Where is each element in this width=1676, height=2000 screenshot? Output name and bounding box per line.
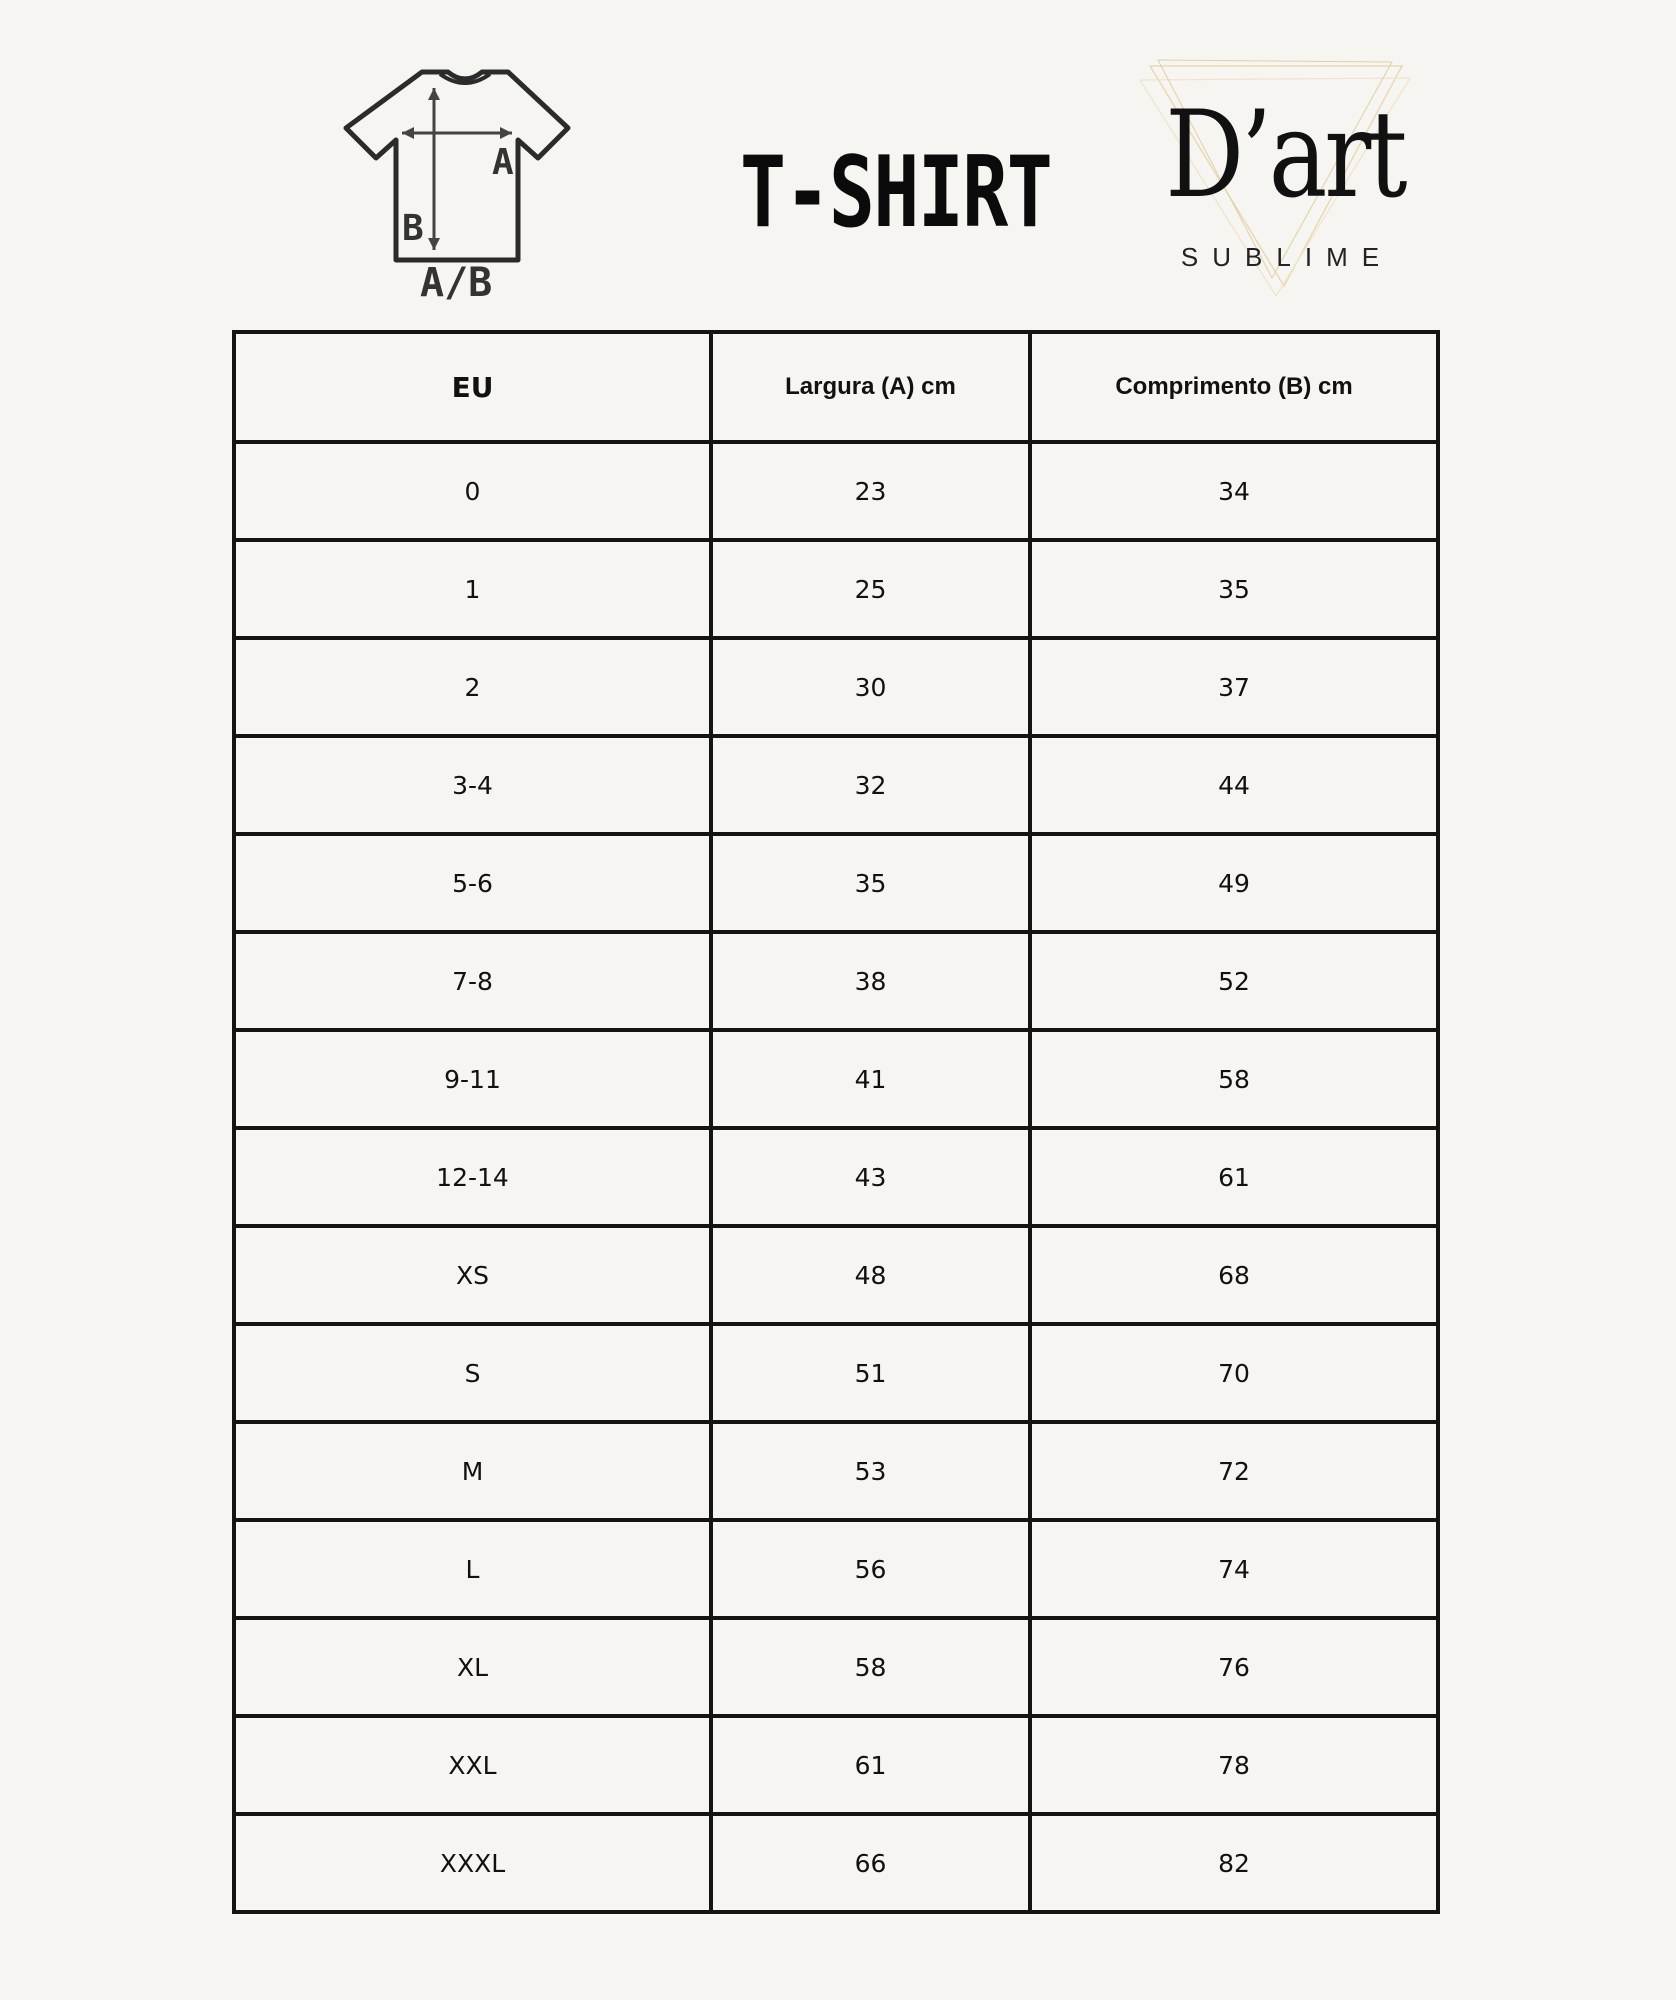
size-table: [232, 330, 1440, 1914]
table-row: [234, 1520, 1438, 1618]
cell-eu: 1: [234, 540, 711, 638]
table-row: [234, 1618, 1438, 1716]
cell-length: 49: [1030, 834, 1438, 932]
table-row: [234, 932, 1438, 1030]
cell-width: 53: [711, 1422, 1030, 1520]
table-row: [234, 442, 1438, 540]
cell-eu: XL: [234, 1618, 711, 1716]
cell-length: 82: [1030, 1814, 1438, 1912]
table-row: [234, 1128, 1438, 1226]
cell-eu: M: [234, 1422, 711, 1520]
table-row: [234, 736, 1438, 834]
cell-length: 68: [1030, 1226, 1438, 1324]
logo-subtitle: SUBLIME: [1180, 242, 1394, 272]
cell-eu: S: [234, 1324, 711, 1422]
cell-length: 58: [1030, 1030, 1438, 1128]
diagram-label-b: B: [402, 208, 424, 249]
logo-wordmark: D’art: [1165, 86, 1405, 225]
cell-width: 43: [711, 1128, 1030, 1226]
cell-width: 38: [711, 932, 1030, 1030]
cell-length: 37: [1030, 638, 1438, 736]
header: [0, 0, 1676, 320]
table-row: [234, 1226, 1438, 1324]
table-row: [234, 638, 1438, 736]
cell-width: 30: [711, 638, 1030, 736]
tshirt-measure-icon: [340, 60, 590, 310]
table-row: [234, 834, 1438, 932]
cell-length: 70: [1030, 1324, 1438, 1422]
cell-width: 56: [711, 1520, 1030, 1618]
cell-width: 51: [711, 1324, 1030, 1422]
cell-eu: XXXL: [234, 1814, 711, 1912]
table-row: [234, 1422, 1438, 1520]
cell-eu: XXL: [234, 1716, 711, 1814]
table-row: [234, 1814, 1438, 1912]
cell-width: 48: [711, 1226, 1030, 1324]
cell-eu: L: [234, 1520, 711, 1618]
cell-eu: 12-14: [234, 1128, 711, 1226]
cell-length: 44: [1030, 736, 1438, 834]
cell-width: 61: [711, 1716, 1030, 1814]
diagram-label-ab: A/B: [420, 260, 493, 306]
page-title: T-SHIRT: [740, 136, 1052, 250]
cell-length: 76: [1030, 1618, 1438, 1716]
cell-width: 41: [711, 1030, 1030, 1128]
cell-length: 52: [1030, 932, 1438, 1030]
cell-width: 35: [711, 834, 1030, 932]
cell-eu: 5-6: [234, 834, 711, 932]
brand-logo: [1140, 58, 1420, 298]
cell-width: 23: [711, 442, 1030, 540]
cell-eu: 0: [234, 442, 711, 540]
cell-eu: 2: [234, 638, 711, 736]
cell-length: 34: [1030, 442, 1438, 540]
table-row: [234, 1716, 1438, 1814]
cell-eu: XS: [234, 1226, 711, 1324]
cell-length: 35: [1030, 540, 1438, 638]
header-eu: EU: [234, 332, 711, 442]
cell-eu: 7-8: [234, 932, 711, 1030]
cell-length: 61: [1030, 1128, 1438, 1226]
diagram-label-a: A: [492, 142, 514, 183]
table-row: [234, 1030, 1438, 1128]
header-length: Comprimento (B) cm: [1030, 332, 1438, 442]
cell-length: 78: [1030, 1716, 1438, 1814]
table-row: [234, 540, 1438, 638]
header-width: Largura (A) cm: [711, 332, 1030, 442]
cell-eu: 3-4: [234, 736, 711, 834]
cell-width: 66: [711, 1814, 1030, 1912]
cell-width: 32: [711, 736, 1030, 834]
cell-length: 72: [1030, 1422, 1438, 1520]
table-header-row: [234, 332, 1438, 442]
cell-width: 58: [711, 1618, 1030, 1716]
cell-eu: 9-11: [234, 1030, 711, 1128]
table-row: [234, 1324, 1438, 1422]
cell-width: 25: [711, 540, 1030, 638]
cell-length: 74: [1030, 1520, 1438, 1618]
